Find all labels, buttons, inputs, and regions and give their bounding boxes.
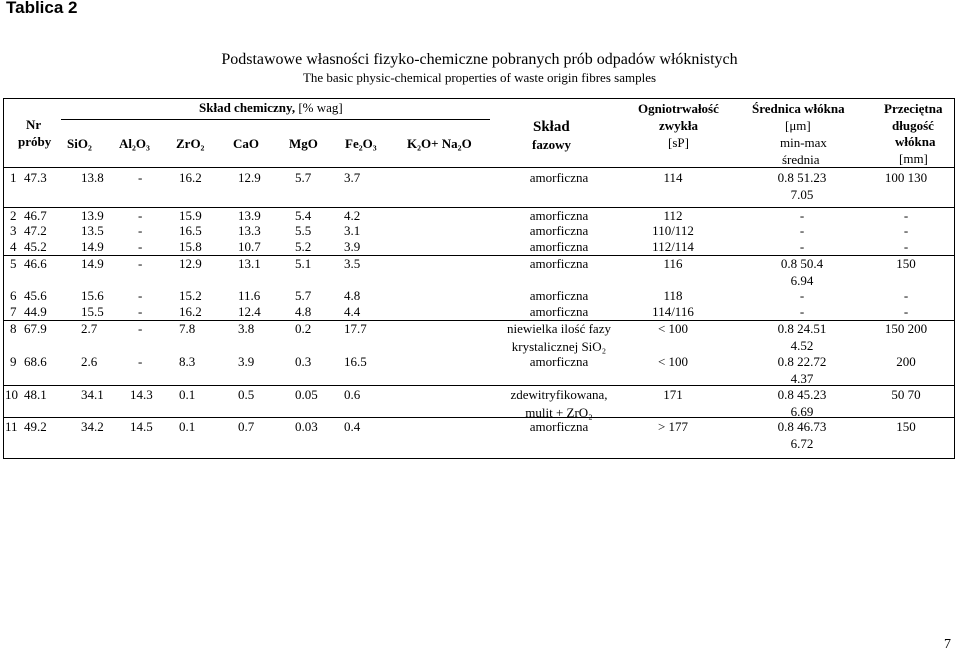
cell-k2o-na2o: 3.7 <box>344 170 361 185</box>
cell-mgo: 13.3 <box>238 223 261 238</box>
header-cao: CaO <box>233 136 259 151</box>
header-srednia: średnia <box>782 152 820 167</box>
cell-k2o-na2o: 3.9 <box>344 239 361 254</box>
cell-k2o-na2o: 4.8 <box>344 288 361 303</box>
table-caption-english: The basic physic-chemical properties of waste origin fibres samples <box>302 70 657 85</box>
cell-mgo: 11.6 <box>238 288 261 303</box>
row-rule <box>4 207 954 208</box>
cell-zro2: - <box>138 256 143 271</box>
cell-refractoriness: 118 <box>663 288 683 303</box>
cell-sio2: 67.9 <box>24 321 47 336</box>
header-nr: Nr <box>26 117 42 132</box>
header-proby: próby <box>18 134 52 149</box>
cell-cao: 16.5 <box>179 223 202 238</box>
cell-phase: amorficzna <box>529 288 589 303</box>
cell-mgo: 0.7 <box>238 419 255 434</box>
page-title: Tablica 2 <box>6 0 78 17</box>
cell-fe2o3: 5.2 <box>295 239 312 254</box>
cell-fe2o3: 5.5 <box>295 223 312 238</box>
cell-k2o-na2o: 17.7 <box>344 321 367 336</box>
cell-sio2: 47.2 <box>24 223 47 238</box>
cell-phase-line2: krystalicznej SiO₂ <box>511 339 607 354</box>
cell-mgo: 3.8 <box>238 321 255 336</box>
cell-cao: 7.8 <box>179 321 196 336</box>
cell-sio2: 45.6 <box>24 288 47 303</box>
cell-diameter-range: 0.8 51.23 <box>777 170 827 185</box>
cell-refractoriness: 112/114 <box>652 239 694 254</box>
cell-fe2o3: 5.7 <box>295 288 312 303</box>
cell-cao: 16.2 <box>179 304 202 319</box>
cell-diameter-range: - <box>799 223 805 238</box>
cell-refractoriness: 171 <box>663 387 683 402</box>
cell-diameter-range: 0.8 24.51 <box>777 321 827 336</box>
cell-zro2: - <box>138 321 143 336</box>
cell-diameter-range: 0.8 22.72 <box>777 354 827 369</box>
cell-diameter-average: 6.94 <box>790 273 814 288</box>
cell-al2o3: 14.9 <box>81 256 104 271</box>
cell-phase: amorficzna <box>529 419 589 434</box>
cell-cao: 16.2 <box>179 170 202 185</box>
cell-fe2o3: 4.8 <box>295 304 312 319</box>
cell-cao: 0.1 <box>179 419 196 434</box>
cell-diameter-average: 4.37 <box>790 371 814 386</box>
cell-fe2o3: 0.2 <box>295 321 312 336</box>
cell-diameter-average: 6.69 <box>790 404 814 419</box>
cell-fibre-length: 200 <box>896 354 916 369</box>
cell-fibre-length: - <box>903 288 909 303</box>
cell-zro2: - <box>138 354 143 369</box>
cell-mgo: 10.7 <box>238 239 261 254</box>
cell-sio2: 48.1 <box>24 387 47 402</box>
header-um-unit: [μm] <box>785 118 811 133</box>
cell-zro2: - <box>138 239 143 254</box>
cell-nr: 4 <box>10 239 17 254</box>
header-srednica: Średnica włókna <box>752 101 845 116</box>
cell-zro2: - <box>138 170 143 185</box>
cell-fibre-length: 150 <box>896 256 916 271</box>
cell-zro2: - <box>138 223 143 238</box>
cell-fibre-length: - <box>903 239 909 254</box>
header-dlugosc: długość <box>892 118 934 133</box>
header-sio2: SiO₂ <box>67 136 92 151</box>
cell-phase: amorficzna <box>529 170 589 185</box>
cell-fe2o3: 5.4 <box>295 208 312 223</box>
properties-table <box>3 98 955 459</box>
cell-cao: 15.9 <box>179 208 202 223</box>
cell-al2o3: 34.2 <box>81 419 104 434</box>
cell-fibre-length: - <box>903 223 909 238</box>
cell-nr: 3 <box>10 223 17 238</box>
cell-cao: 12.9 <box>179 256 202 271</box>
cell-refractoriness: 110/112 <box>652 223 694 238</box>
cell-cao: 15.8 <box>179 239 202 254</box>
cell-diameter-range: 0.8 45.23 <box>777 387 827 402</box>
cell-refractoriness: 114 <box>663 170 683 185</box>
cell-al2o3: 14.9 <box>81 239 104 254</box>
cell-nr: 10 <box>5 387 18 402</box>
cell-refractoriness: 112 <box>663 208 683 223</box>
cell-refractoriness: < 100 <box>657 354 689 369</box>
cell-k2o-na2o: 3.1 <box>344 223 361 238</box>
cell-diameter-range: - <box>799 208 805 223</box>
cell-refractoriness: < 100 <box>657 321 689 336</box>
cell-zro2: - <box>138 304 143 319</box>
header-mm-unit: [mm] <box>899 151 928 166</box>
cell-fe2o3: 0.3 <box>295 354 312 369</box>
header-k2o-na2o: K₂O+ Na₂O <box>407 136 472 151</box>
cell-al2o3: 15.5 <box>81 304 104 319</box>
cell-k2o-na2o: 0.6 <box>344 387 361 402</box>
cell-nr: 1 <box>10 170 17 185</box>
cell-mgo: 13.9 <box>238 208 261 223</box>
header-bottom-rule <box>4 167 954 168</box>
cell-refractoriness: 116 <box>663 256 683 271</box>
cell-nr: 2 <box>10 208 17 223</box>
page-number: 7 <box>944 637 951 652</box>
cell-cao: 15.2 <box>179 288 202 303</box>
cell-fe2o3: 5.1 <box>295 256 312 271</box>
cell-al2o3: 13.9 <box>81 208 104 223</box>
cell-cao: 8.3 <box>179 354 196 369</box>
cell-fibre-length: 100 130 <box>884 170 928 185</box>
cell-phase: amorficzna <box>529 256 589 271</box>
cell-phase: zdewitryfikowana, <box>510 387 608 402</box>
cell-fibre-length: - <box>903 208 909 223</box>
header-min-max: min-max <box>780 135 827 150</box>
cell-al2o3: 2.6 <box>81 354 98 369</box>
header-al2o3: Al₂O₃ <box>119 136 150 151</box>
cell-zro2: - <box>138 208 143 223</box>
cell-diameter-range: 0.8 46.73 <box>777 419 827 434</box>
header-chemical-label: Skład chemiczny, <box>199 100 296 115</box>
header-zwykla: zwykła <box>659 118 698 133</box>
header-sp-unit: [sP] <box>668 135 689 150</box>
cell-phase: amorficzna <box>529 208 589 223</box>
header-mgo: MgO <box>289 136 318 151</box>
cell-al2o3: 15.6 <box>81 288 104 303</box>
cell-sio2: 46.6 <box>24 256 47 271</box>
cell-mgo: 12.9 <box>238 170 261 185</box>
cell-nr: 6 <box>10 288 17 303</box>
cell-sio2: 68.6 <box>24 354 47 369</box>
cell-k2o-na2o: 3.5 <box>344 256 361 271</box>
cell-k2o-na2o: 4.2 <box>344 208 361 223</box>
cell-fe2o3: 0.03 <box>295 419 318 434</box>
cell-nr: 11 <box>5 419 18 434</box>
header-chemical-composition <box>199 101 343 115</box>
cell-sio2: 47.3 <box>24 170 47 185</box>
cell-sio2: 46.7 <box>24 208 47 223</box>
cell-diameter-average: 4.52 <box>790 338 814 353</box>
cell-fe2o3: 5.7 <box>295 170 312 185</box>
cell-zro2: 14.5 <box>130 419 153 434</box>
cell-diameter-range: - <box>799 288 805 303</box>
header-chemical-unit: [% wag] <box>298 100 343 115</box>
cell-nr: 9 <box>10 354 17 369</box>
cell-al2o3: 13.5 <box>81 223 104 238</box>
cell-al2o3: 13.8 <box>81 170 104 185</box>
cell-diameter-range: - <box>799 239 805 254</box>
cell-mgo: 13.1 <box>238 256 261 271</box>
cell-phase: amorficzna <box>529 354 589 369</box>
cell-fibre-length: 150 200 <box>884 321 928 336</box>
cell-diameter-range: 0.8 50.4 <box>780 256 824 271</box>
header-zro2: ZrO₂ <box>176 136 205 151</box>
cell-mgo: 0.5 <box>238 387 255 402</box>
header-fazowy: fazowy <box>532 137 571 152</box>
cell-cao: 0.1 <box>179 387 196 402</box>
cell-mgo: 12.4 <box>238 304 261 319</box>
cell-refractoriness: > 177 <box>657 419 689 434</box>
cell-nr: 5 <box>10 256 17 271</box>
cell-k2o-na2o: 16.5 <box>344 354 367 369</box>
cell-nr: 8 <box>10 321 17 336</box>
header-ogniotrwalosc: Ogniotrwałość <box>638 101 719 116</box>
header-underline <box>61 119 490 120</box>
cell-al2o3: 2.7 <box>81 321 98 336</box>
cell-k2o-na2o: 4.4 <box>344 304 361 319</box>
header-fe2o3: Fe₂O₃ <box>345 136 377 151</box>
cell-phase: niewielka ilość fazy <box>507 321 611 336</box>
cell-al2o3: 34.1 <box>81 387 104 402</box>
header-przecietna: Przeciętna <box>884 101 943 116</box>
cell-sio2: 44.9 <box>24 304 47 319</box>
cell-mgo: 3.9 <box>238 354 255 369</box>
cell-nr: 7 <box>10 304 17 319</box>
cell-refractoriness: 114/116 <box>652 304 694 319</box>
cell-sio2: 49.2 <box>24 419 47 434</box>
cell-diameter-average: 7.05 <box>790 187 814 202</box>
cell-fibre-length: - <box>903 304 909 319</box>
table-caption-polish: Podstawowe własności fizyko-chemiczne pobranych prób odpadów włóknistych <box>221 51 738 68</box>
cell-diameter-range: - <box>799 304 805 319</box>
cell-k2o-na2o: 0.4 <box>344 419 361 434</box>
header-sklad: Skład <box>533 119 570 135</box>
cell-phase: amorficzna <box>529 304 589 319</box>
header-wlokna: włókna <box>895 134 936 149</box>
cell-phase: amorficzna <box>529 223 589 238</box>
cell-fe2o3: 0.05 <box>295 387 318 402</box>
cell-fibre-length: 150 <box>896 419 916 434</box>
cell-phase-line2: mulit + ZrO₂ <box>525 405 593 420</box>
cell-sio2: 45.2 <box>24 239 47 254</box>
cell-phase: amorficzna <box>529 239 589 254</box>
cell-zro2: - <box>138 288 143 303</box>
cell-diameter-average: 6.72 <box>790 436 814 451</box>
cell-zro2: 14.3 <box>130 387 153 402</box>
cell-fibre-length: 50 70 <box>891 387 921 402</box>
